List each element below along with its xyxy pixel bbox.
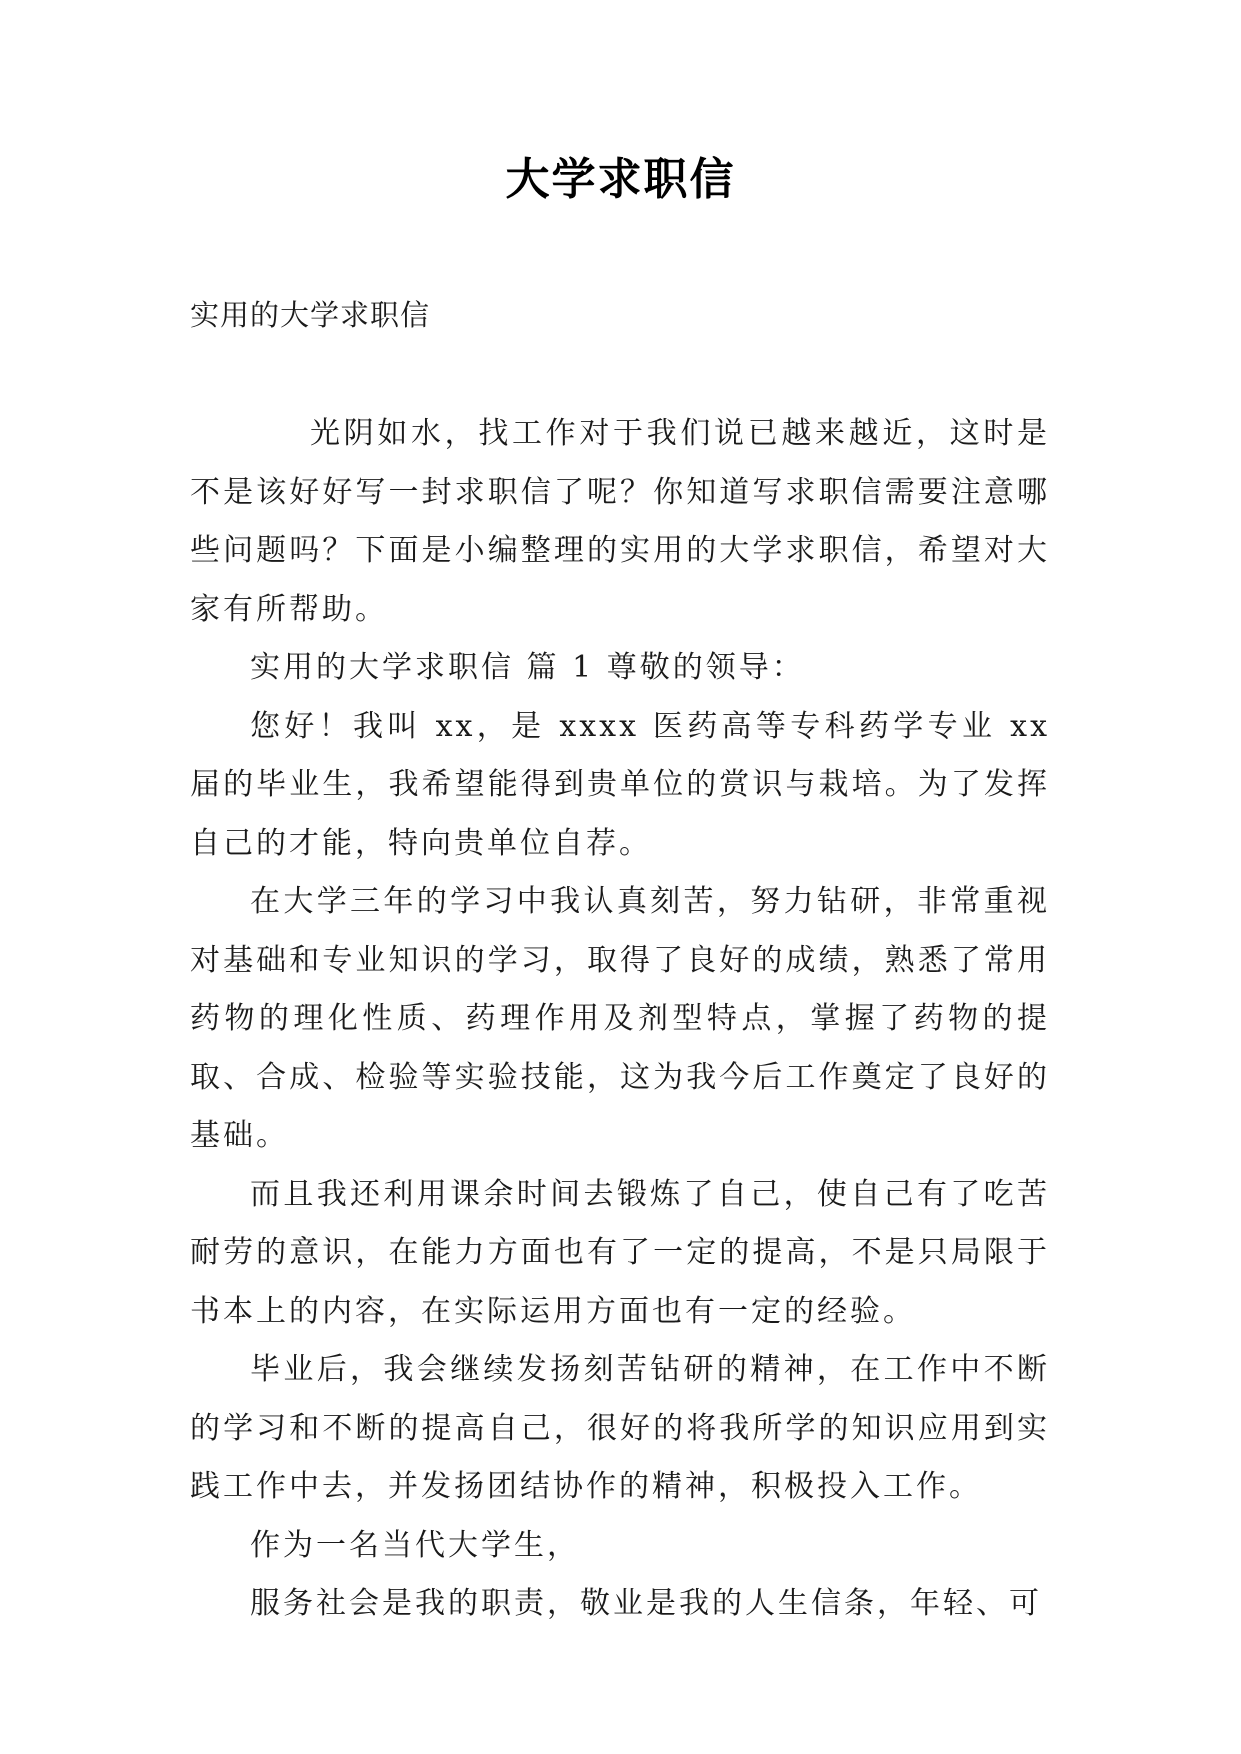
document-subtitle: 实用的大学求职信 [190, 298, 431, 332]
paragraph-intro: 光阴如水，找工作对于我们说已越来越近，这时是不是该好好写一封求职信了呢？你知道写求职信需要注意哪些问题吗？下面是小编整理的实用的大学求职信，希望对大家有所帮助。 [190, 416, 1050, 627]
paragraph-future: 毕业后，我会继续发扬刻苦钻研的精神，在工作中不断的学习和不断的提高自己，很好的将我所学的知识应用到实践工作中去，并发扬团结协作的精神，积极投入工作。 [190, 1352, 1050, 1504]
paragraph-service: 服务社会是我的职责，敬业是我的人生信条，年轻、可 [250, 1586, 1042, 1621]
paragraph-practice: 而且我还利用课余时间去锻炼了自己，使自己有了吃苦耐劳的意识，在能力方面也有了一定的提高，不是只局限于书本上的内容，在实际运用方面也有一定的经验。 [190, 1176, 1050, 1329]
paragraph-study: 在大学三年的学习中我认真刻苦，努力钻研，非常重视对基础和专业知识的学习，取得了良好的成绩，熟悉了常用药物的理化性质、药理作用及剂型特点，掌握了药物的提取、合成、检验等实验技能，这为我今后工作奠定了良好的基础。 [190, 884, 1050, 1153]
paragraph-self-intro: 您好！我叫 xx，是 xxxx 医药高等专科药学专业 xx 届的毕业生，我希望能得到贵单位的赏识与栽培。为了发挥自己的才能，特向贵单位自荐。 [190, 708, 1050, 861]
paragraph-student: 作为一名当代大学生， [250, 1527, 580, 1563]
document-title: 大学求职信 [505, 154, 736, 205]
paragraph-salutation: 实用的大学求职信 篇 1 尊敬的领导： [250, 650, 805, 685]
document-body [190, 405, 1050, 1634]
